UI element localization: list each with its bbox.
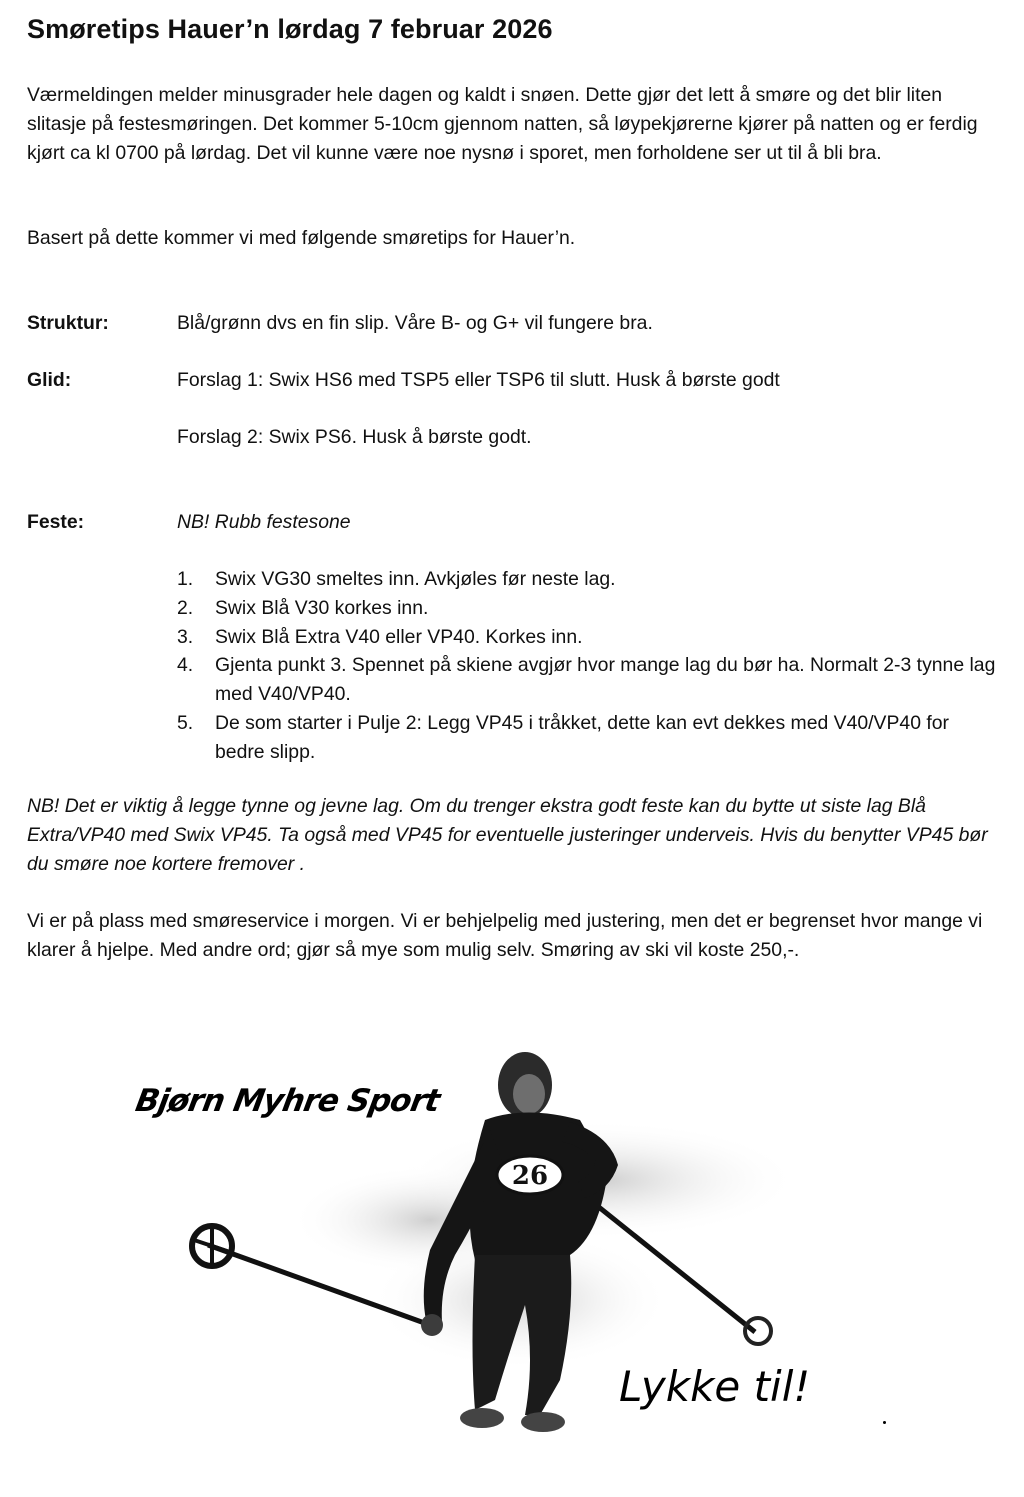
struktur-text: Blå/grønn dvs en fin slip. Våre B- og G+ vil fungere bra. — [177, 312, 653, 334]
feste-steps-list — [177, 565, 997, 767]
weather-intro: Værmeldingen melder minusgrader hele dagen og kaldt i snøen. Dette gjør det lett å smøre og det blir liten slitasje på festesmøringen. Det kommer 5-10cm gjennom natten, så løypekjørerne kjører på natten og er ferdig kjørt ca kl 0700 på lørdag. Det vil kunne være noe nysnø i sporet, men forholdene ser ut til å bli bra. — [27, 84, 978, 164]
bib-number: 26 — [511, 1161, 549, 1191]
page-title: Smøretips Hauer’n lørdag 7 februar 2026 — [27, 14, 553, 44]
list-item — [177, 565, 997, 594]
feste-label: Feste: — [27, 511, 85, 533]
struktur-label: Struktur: — [27, 312, 109, 334]
list-item — [177, 651, 997, 709]
step-text: Swix Blå V30 korkes inn. — [215, 596, 429, 619]
step-text: Swix Blå Extra V40 eller VP40. Korkes inn. — [215, 625, 583, 648]
nb-note: NB! Det er viktig å legge tynne og jevne lag. Om du trenger ekstra godt feste kan du bytte ut siste lag Blå Extra/VP40 med Swix VP45. Ta også med VP45 for eventuelle justeringer underveis. Hvis du benytter VP45 bør du smøre noe kortere fremover . — [27, 795, 988, 875]
step-text: Swix VG30 smeltes inn. Avkjøles før neste lag. — [215, 568, 616, 590]
service-info: Vi er på plass med smøreservice i morgen. Vi er behjelpelig med justering, men det er begrenset hvor mange vi klarer å hjelpe. Med andre ord; gjør så mye som mulig selv. Smøring av ski vil koste 250,-. — [27, 910, 983, 961]
glid-label: Glid: — [27, 369, 72, 391]
step-number: 5. — [177, 711, 194, 734]
step-number: 2. — [177, 596, 194, 619]
list-item — [177, 623, 997, 652]
skier-boot — [460, 1408, 504, 1428]
step-text: Gjenta punkt 3. Spennet på skiene avgjør hvor mange lag du bør ha. Normalt 2-3 tynne lag med V40/VP40. — [215, 654, 996, 706]
right-pole-basket — [745, 1318, 771, 1344]
step-number: 3. — [177, 625, 194, 648]
list-item — [177, 709, 997, 767]
step-text: De som starter i Pulje 2: Legg VP45 i tråkket, dette kan evt dekkes med V40/VP40 for bedre slipp. — [215, 711, 949, 763]
step-number: 1. — [177, 568, 194, 590]
feste-note: NB! Rubb festesone — [177, 511, 351, 533]
greeting-text: Lykke til! — [619, 1362, 811, 1411]
glid-option-2: Forslag 2: Swix PS6. Husk å børste godt. — [177, 426, 532, 448]
decorative-dot — [883, 1421, 886, 1424]
skier-boot — [521, 1412, 565, 1432]
based-on-text: Basert på dette kommer vi med følgende smøretips for Hauer’n. — [27, 227, 576, 249]
list-item — [177, 594, 997, 623]
step-number: 4. — [177, 654, 194, 677]
brand-logo: Bjørn Myhre Sport — [132, 1083, 443, 1119]
glid-option-1: Forslag 1: Swix HS6 med TSP5 eller TSP6 til slutt. Husk å børste godt — [177, 369, 780, 391]
